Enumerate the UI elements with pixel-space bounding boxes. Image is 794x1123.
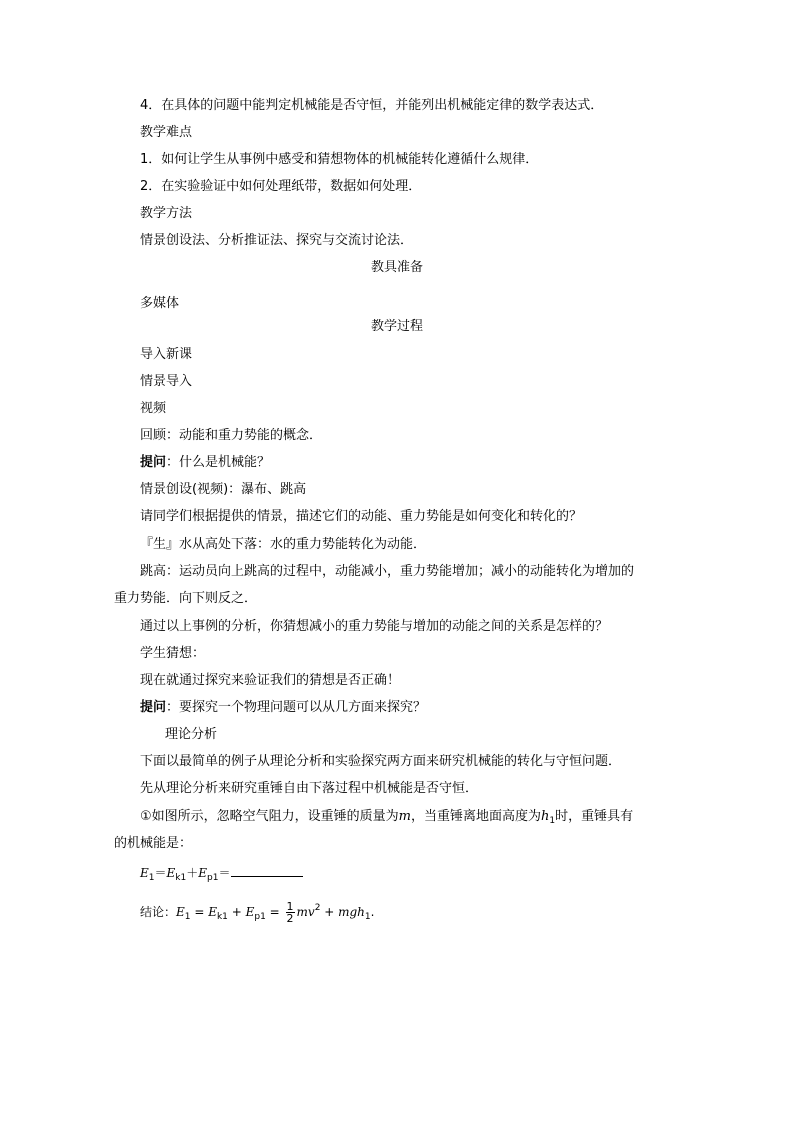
height-subscript: 1 <box>549 816 556 826</box>
subscript: p1 <box>254 912 266 922</box>
symbol: mv <box>296 905 315 919</box>
operator: ＋ <box>186 866 199 880</box>
subscript: 1 <box>148 873 155 883</box>
subscript: k1 <box>216 912 228 922</box>
question-text: ：什么是机械能？ <box>166 455 271 470</box>
subscript: k1 <box>175 873 187 883</box>
text: ①如图所示，忽略空气阻力，设重锤的质量为 <box>140 809 399 824</box>
mass-symbol: m <box>398 809 411 824</box>
numerator: 1 <box>286 900 294 913</box>
fraction-one-half <box>286 901 295 924</box>
symbol: E <box>198 866 208 880</box>
denominator: 2 <box>286 912 294 925</box>
paragraph-objective-4: 4．在具体的问题中能判定机械能是否守恒，并能列出机械能定律的数学表达式． <box>140 98 604 113</box>
symbol: E <box>166 866 176 880</box>
height-symbol: h <box>541 809 550 824</box>
question-label: 提问 <box>140 455 167 470</box>
superscript: 2 <box>314 903 321 913</box>
symbol: E <box>245 905 255 919</box>
subscript: p1 <box>207 873 219 883</box>
paragraph-difficulty-2: 2．在实验验证中如何处理纸带，数据如何处理． <box>140 179 422 194</box>
text: ，当重锤离地面高度为 <box>410 809 541 824</box>
subscript: 1 <box>364 912 371 922</box>
paragraph-multimedia: 多媒体 <box>140 296 180 311</box>
conclusion-label: 结论： <box>140 905 177 919</box>
operator: + <box>320 905 339 919</box>
energy-formula-blank <box>140 864 303 882</box>
operator: ＝ <box>154 866 167 880</box>
question-text: ：要探究一个物理问题可以从几方面来探究？ <box>166 700 427 715</box>
symbol: E <box>140 866 149 880</box>
symbol: mgh <box>338 905 365 919</box>
subscript: 1 <box>184 912 191 922</box>
operator: ＝ <box>218 866 231 880</box>
paragraph-methods: 情景创设法、分析推证法、探究与交流讨论法． <box>140 233 414 248</box>
operator: = <box>190 905 209 919</box>
paragraph-video: 视频 <box>140 401 167 416</box>
paragraph-step-1 <box>140 808 633 826</box>
paragraph-question-1 <box>140 454 270 472</box>
energy-formula-conclusion <box>140 898 374 926</box>
heading-teaching-methods: 教学方法 <box>140 206 193 221</box>
paragraph-step-1-cont: 的机械能是： <box>114 836 193 851</box>
paragraph-student-guess: 学生猜想： <box>140 646 206 661</box>
paragraph-scenario-intro: 情景导入 <box>140 374 193 389</box>
period: . <box>370 905 375 919</box>
operator: = <box>265 905 284 919</box>
text: 时，重锤具有 <box>555 809 634 824</box>
paragraph-review: 回顾：动能和重力势能的概念． <box>140 428 323 443</box>
heading-teaching-aids: 教具准备 <box>370 260 423 275</box>
heading-teaching-process: 教学过程 <box>370 319 423 334</box>
symbol: E <box>208 905 217 919</box>
paragraph-student-answer: 『生』水从高处下落：水的重力势能转化为动能． <box>140 537 427 552</box>
paragraph-new-lesson: 导入新课 <box>140 347 193 362</box>
answer-blank <box>231 864 303 877</box>
question-label: 提问 <box>140 700 167 715</box>
symbol: E <box>176 905 185 919</box>
paragraph-ask-students: 请同学们根据提供的情景，描述它们的动能、重力势能是如何变化和转化的？ <box>140 509 583 524</box>
paragraph-high-jump: 跳高：运动员向上跳高的过程中，动能减小，重力势能增加；减小的动能转化为增加的 <box>140 564 635 579</box>
paragraph-simple-example: 下面以最简单的例子从理论分析和实验探究两方面来研究机械能的转化与守恒问题． <box>140 754 622 769</box>
operator: + <box>227 905 246 919</box>
paragraph-high-jump-cont: 重力势能．向下则反之． <box>114 591 258 606</box>
heading-teaching-difficulties: 教学难点 <box>140 125 193 140</box>
paragraph-guess-question: 通过以上事例的分析，你猜想减小的重力势能与增加的动能之间的关系是怎样的？ <box>140 619 609 634</box>
heading-theoretical-analysis: 理论分析 <box>165 727 218 742</box>
paragraph-question-2 <box>140 699 426 717</box>
paragraph-theory-first: 先从理论分析来研究重锤自由下落过程中机械能是否守恒． <box>140 781 479 796</box>
paragraph-difficulty-1: 1．如何让学生从事例中感受和猜想物体的机械能转化遵循什么规律． <box>140 152 539 167</box>
paragraph-scenario-video: 情景创设(视频)：瀑布、跳高 <box>140 482 307 497</box>
paragraph-verify: 现在就通过探究来验证我们的猜想是否正确！ <box>140 673 401 688</box>
